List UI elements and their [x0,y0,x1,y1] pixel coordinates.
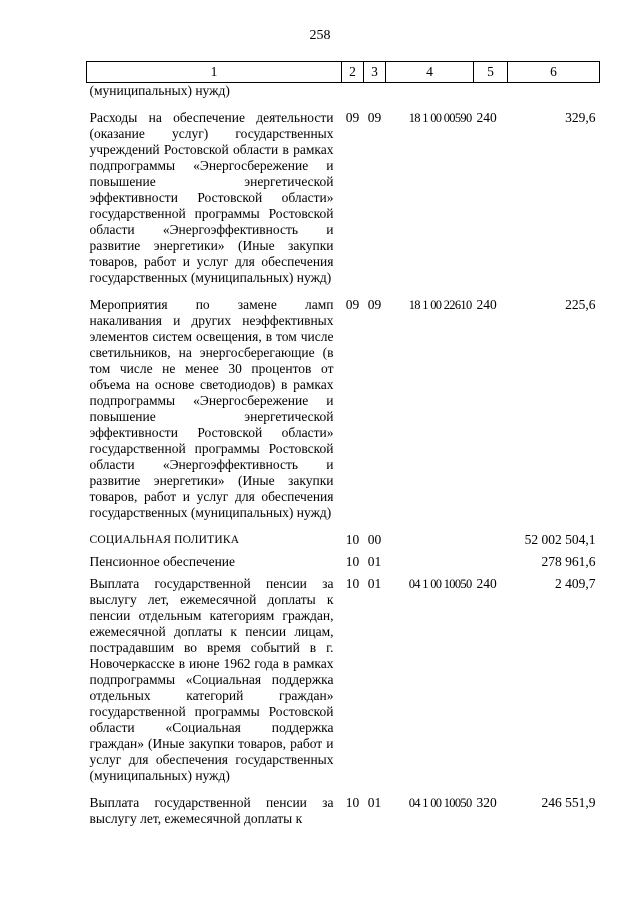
row-subsection-code: 01 [367,795,382,810]
row-amount: 278 961,6 [541,554,596,569]
row-subsection-code: 09 [367,297,382,312]
row-expense-type: 320 [476,795,497,810]
row-section-code: 10 [345,795,360,810]
row-amount: 329,6 [565,110,596,125]
row-description: СОЦИАЛЬНАЯ ПОЛИТИКА [89,534,240,546]
row-target-code [386,83,474,100]
row-expense-type [474,83,508,100]
budget-table [86,61,600,827]
column-header-6: 6 [508,62,600,83]
row-amount [508,83,600,100]
row-subsection-code [364,83,386,100]
row-target-code: 18 1 00 00590 [408,111,472,125]
table-row [87,548,600,570]
table-row [87,99,600,286]
row-amount: 2 409,7 [555,576,596,591]
row-subsection-code: 00 [367,532,382,547]
column-header-1: 1 [87,62,342,83]
row-section-code: 10 [345,554,360,569]
row-expense-type: 240 [476,110,497,125]
page-number: 258 [309,28,331,43]
column-header-2: 2 [342,62,364,83]
row-description: Мероприятия по замене ламп накаливания и других неэффективных элементов систем освещения, в том числе светильников, на энергосберегающие (в том числе не менее 30 процентов от объема на основе светодиодов) в рамках подпрограммы «Энергосбережение и повышение энергетической эффективности Ростовской области» государственной программы Ростовской области «Энергоэффективность и развитие энергетики» (Иные закупки товаров, работ и услуг для обеспечения государственных (муниципальных) нужд) [89,297,334,520]
table-row [87,286,600,521]
row-subsection-code: 01 [367,554,382,569]
row-target-code: 04 1 00 10050 [408,796,472,810]
row-expense-type [474,521,508,548]
row-amount: 225,6 [565,297,596,312]
row-section-code: 09 [345,110,360,125]
row-section-code: 09 [345,297,360,312]
row-section-code: 10 [345,576,360,591]
row-expense-type: 240 [476,297,497,312]
table-row [87,521,600,548]
table-row [87,570,600,784]
row-expense-type: 240 [476,576,497,591]
row-description: Выплата государственной пенсии за выслугу лет, ежемесячной доплаты к [89,795,334,826]
row-section-code [342,83,364,100]
table-row [87,83,600,100]
table-row [87,784,600,827]
column-header-5: 5 [474,62,508,83]
row-target-code: 04 1 00 10050 [408,577,472,591]
row-expense-type [474,548,508,570]
row-description: Пенсионное обеспечение [89,554,236,569]
table-header-row [87,62,600,83]
row-description: Расходы на обеспечение деятельности (оказание услуг) государственных учреждений Ростовской области в рамках подпрограммы «Энергосбережение и повышение энергетической эффективности Ростовской области» государственной программы Ростовской области «Энергоэффективность и развитие энергетики» (Иные закупки товаров, работ и услуг для обеспечения государственных (муниципальных) нужд) [89,110,334,285]
column-header-3: 3 [364,62,386,83]
column-header-4: 4 [386,62,474,83]
row-description: (муниципальных) нужд) [89,83,230,98]
row-amount: 246 551,9 [541,795,596,810]
row-amount: 52 002 504,1 [524,532,596,547]
row-target-code [386,548,474,570]
row-section-code: 10 [345,532,360,547]
row-subsection-code: 01 [367,576,382,591]
row-subsection-code: 09 [367,110,382,125]
row-target-code [386,521,474,548]
row-target-code: 18 1 00 22610 [408,298,472,312]
row-description: Выплата государственной пенсии за выслугу лет, ежемесячной доплаты к пенсии отдельным категориям граждан, ежемесячной доплаты к пенсии лицам, пострадавшим во время событий в г. Новочеркасске в июне 1962 года в рамках подпрограммы «Социальная поддержка отдельных категорий граждан» государственной программы Ростовской области «Социальная поддержка граждан» (Иные закупки товаров, работ и услуг для обеспечения государственных (муниципальных) нужд) [89,576,334,783]
